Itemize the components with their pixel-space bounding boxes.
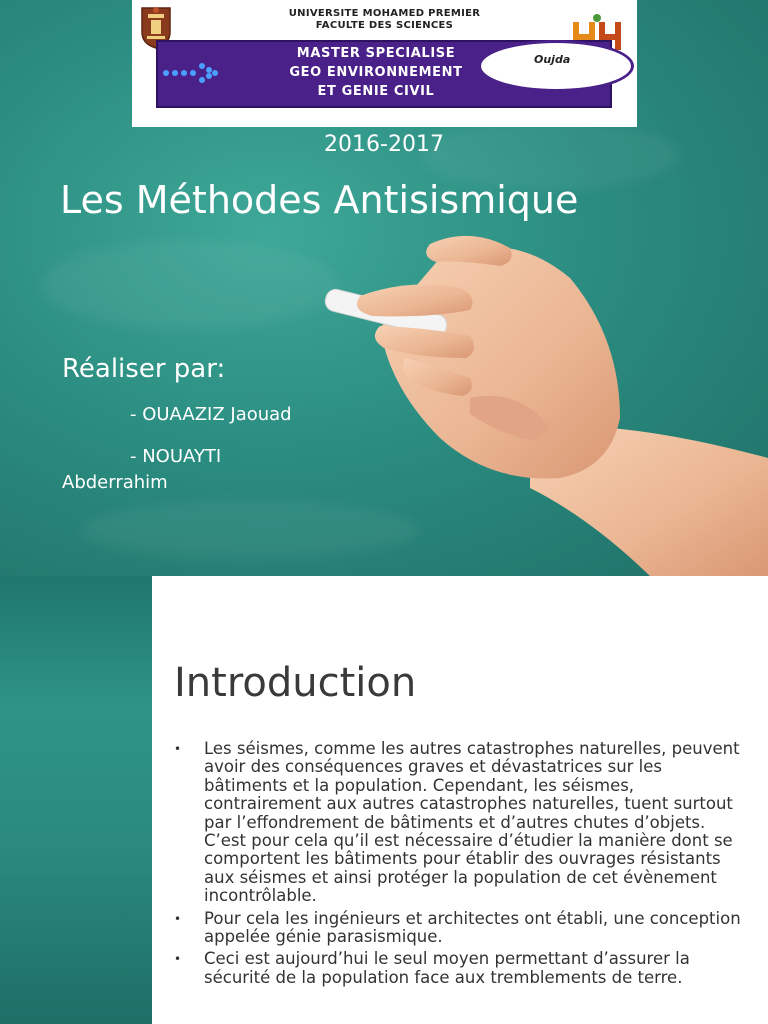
faculty-line: FACULTE DES SCIENCES	[315, 20, 454, 31]
presentation-title: Les Méthodes Antisismique	[60, 178, 579, 222]
bullet-text: Les séismes, comme les autres catastrophes naturelles, peuvent avoir des conséquences graves et dévastatrices sur les bâtiments et la population. Cependant, les séismes, contrairement aux autres catastrophes naturelles, tuent surtout par l’effondrement de bâtiments et d’autres chutes d’objets. C’est pour cela qu’il est nécessaire d’étudier la manière dont se comportent les bâtiments pour établir des ouvrages résistants aux séismes et ainsi protéger la population de cet évènement incontrôlable.	[204, 739, 740, 906]
list-item	[174, 950, 744, 987]
author-name: - NOUAYTI	[130, 446, 222, 467]
bullet-text: Ceci est aujourd’hui le seul moyen permettant d’assurer la sécurité de la population face aux tremblements de terre.	[204, 949, 690, 987]
bullet-list	[174, 740, 744, 991]
program-line: MASTER SPECIALISE	[296, 46, 456, 61]
program-line: GEO ENVIRONNEMENT	[289, 65, 463, 80]
university-banner	[132, 0, 637, 127]
chalk-smear	[40, 240, 340, 330]
university-line: UNIVERSITE MOHAMED PREMIER	[288, 8, 481, 19]
city-oval	[478, 40, 634, 92]
slide-title: Introduction	[174, 660, 417, 706]
university-name	[132, 8, 637, 32]
hand-holding-chalk-icon	[320, 218, 768, 576]
list-item	[174, 740, 744, 906]
bullet-text: Pour cela les ingénieurs et architectes ont établi, une conception appelée génie parasismique.	[204, 908, 741, 947]
bullet-icon: •	[174, 742, 182, 756]
authors-heading: Réaliser par:	[62, 354, 226, 384]
city-label: Oujda	[534, 53, 571, 66]
introduction-slide	[0, 576, 768, 1024]
author-name-continued: Abderrahim	[62, 472, 168, 493]
program-line: ET GENIE CIVIL	[317, 84, 435, 99]
chalkboard-strip	[0, 576, 152, 1024]
bullet-icon: •	[174, 911, 182, 926]
arrow-dots-icon	[162, 62, 222, 84]
bullet-icon: •	[174, 952, 182, 967]
program-name	[246, 44, 506, 101]
academic-year: 2016-2017	[324, 132, 444, 157]
list-item	[174, 910, 744, 947]
author-name: - OUAAZIZ Jaouad	[130, 404, 292, 425]
